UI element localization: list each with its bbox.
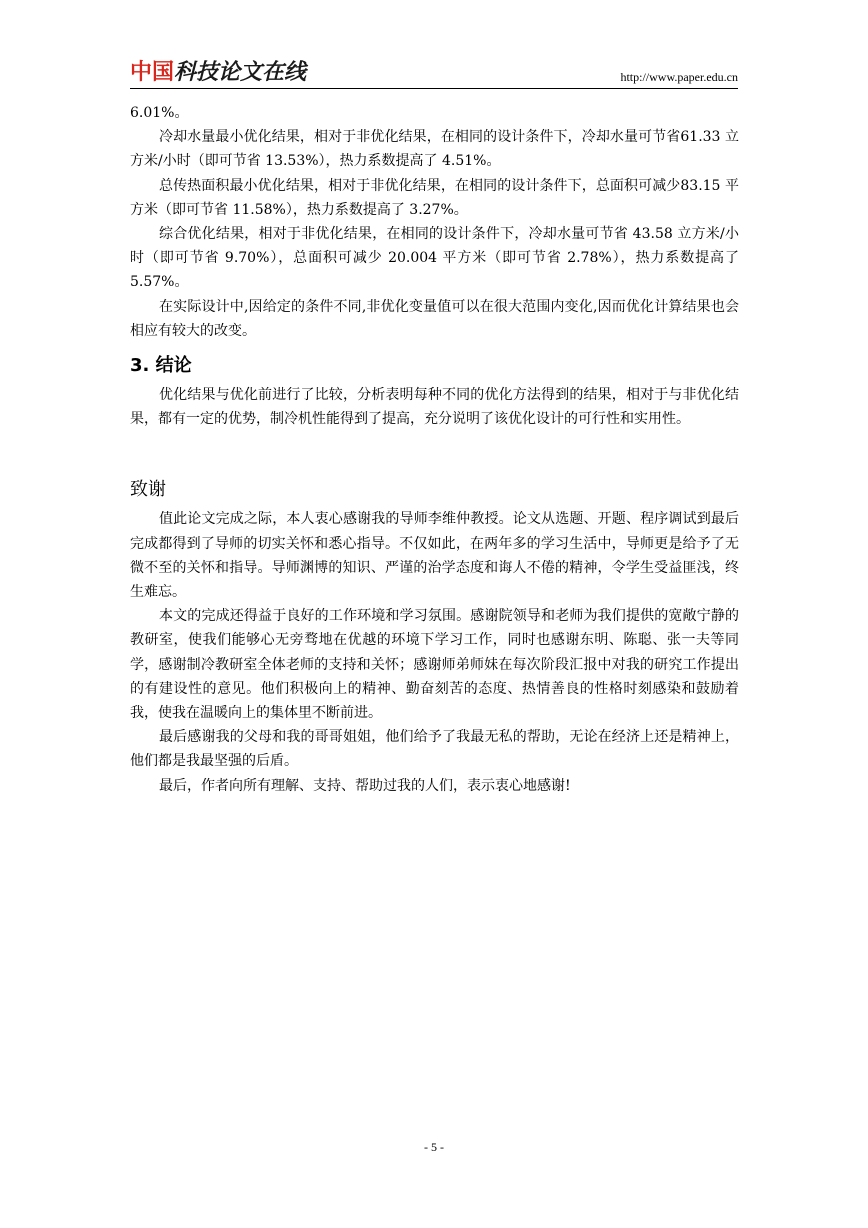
page-header bbox=[130, 60, 738, 90]
paragraph-continued: 6.01%。 bbox=[130, 105, 189, 121]
logo-black-text: 科技论文在线 bbox=[174, 60, 307, 85]
section-acknowledgement-title: 致谢 bbox=[130, 479, 166, 501]
paragraph-ack-4: 最后，作者向所有理解、支持、帮助过我的人们，表示衷心地感谢! bbox=[159, 777, 571, 794]
paragraph-conclusion: 优化结果与优化前进行了比较，分析表明每种不同的优化方法得到的结果，相对于与非优化结果，都有一定的优势，制冷机性能得到了提高，充分说明了该优化设计的可行性和实用性。 bbox=[130, 387, 739, 428]
header-rule bbox=[130, 88, 738, 89]
journal-logo bbox=[130, 60, 306, 86]
page-number: - 5 - bbox=[424, 1140, 444, 1154]
paragraph-practice: 在实际设计中,因给定的条件不同,非优化变量值可以在很大范围内变化,因而优化计算结果也会相应有较大的改变。 bbox=[130, 298, 739, 339]
logo-red-text: 中国 bbox=[130, 60, 175, 85]
header-url[interactable]: http://www.paper.edu.cn bbox=[620, 70, 738, 84]
section-conclusion-title: 3. 结论 bbox=[130, 355, 192, 377]
paragraph-ack-2: 本文的完成还得益于良好的工作环境和学习氛围。感谢院领导和老师为我们提供的宽敞宁静的教研室，使我们能够心无旁骛地在优越的环境下学习工作，同时也感谢东明、陈聪、张一夫等同学，感谢制冷教研室全体老师的支持和关怀；感谢师弟师妹在每次阶段汇报中对我的研究工作提出的有建设性的意见。他们积极向上的精神、勤奋刻苦的态度、热情善良的性格时刻感染和鼓励着我，使我在温暖向上的集体里不断前进。 bbox=[130, 608, 739, 722]
paragraph-water-result: 冷却水量最小优化结果，相对于非优化结果，在相同的设计条件下，冷却水量可节省61.33 立方米/小时（即可节省 13.53%），热力系数提高了 4.51%。 bbox=[130, 129, 739, 170]
paragraph-area-result: 总传热面积最小优化结果，相对于非优化结果，在相同的设计条件下，总面积可减少83.15 平方米（即可节省 11.58%），热力系数提高了 3.27%。 bbox=[130, 177, 739, 218]
paragraph-combined-result: 综合优化结果，相对于非优化结果，在相同的设计条件下，冷却水量可节省 43.58 立方米/小时（即可节省 9.70%），总面积可减少 20.004 平方米（即可节省 2.78%），热力系数提高了 5.57%。 bbox=[130, 226, 739, 291]
main-content bbox=[130, 101, 739, 798]
paragraph-ack-1: 值此论文完成之际，本人衷心感谢我的导师李维仲教授。论文从选题、开题、程序调试到最后完成都得到了导师的切实关怀和悉心指导。不仅如此，在两年多的学习生活中，导师更是给予了无微不至的关怀和指导。导师渊博的知识、严谨的治学态度和诲人不倦的精神，令学生受益匪浅，终生难忘。 bbox=[130, 511, 739, 601]
paragraph-ack-3: 最后感谢我的父母和我的哥哥姐姐，他们给予了我最无私的帮助，无论在经济上还是精神上，他们都是我最坚强的后盾。 bbox=[130, 729, 739, 770]
